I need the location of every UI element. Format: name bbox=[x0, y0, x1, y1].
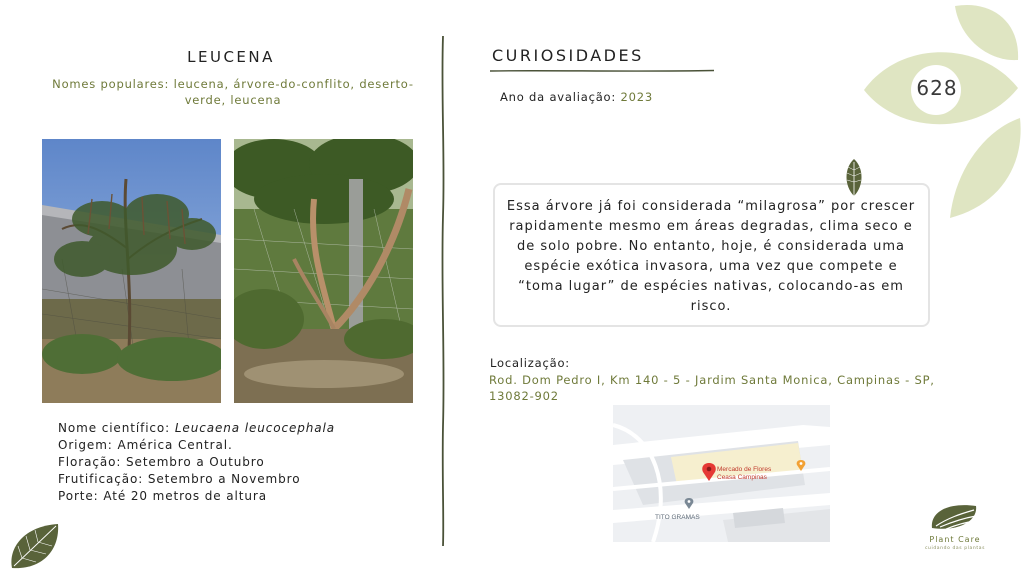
location-label: Localização: bbox=[490, 356, 570, 370]
curiosity-text: Essa árvore já foi considerada “milagrosa” por crescer rapidamente mesmo em áreas degradas, clima seco e de solo pobre. No entanto, hoje, é considerada uma espécie exótica invasora, uma vez que compete e “toma lugar” de espécies nativas, colocando-as em risco. bbox=[506, 199, 916, 314]
map-poi-name: TITO GRAMAS bbox=[655, 514, 700, 521]
popular-names: Nomes populares: leucena, árvore-do-conflito, deserto-verde, leucena bbox=[52, 77, 414, 107]
evaluation-label: Ano da avaliação: bbox=[500, 90, 621, 104]
brand-tagline: cuidando das plantas bbox=[924, 546, 986, 551]
curiosities-heading: CURIOSIDADES bbox=[492, 46, 644, 65]
scientific-name-row bbox=[58, 420, 335, 437]
plant-photo-tree bbox=[42, 139, 221, 403]
map-place-name: Mercado de Flores bbox=[717, 466, 772, 473]
evaluation-year-value: 2023 bbox=[620, 90, 653, 104]
brand-name: Plant Care bbox=[929, 535, 981, 544]
map-place-name-2: Ceasa Campinas bbox=[717, 474, 767, 481]
location-map[interactable] bbox=[613, 405, 830, 542]
evaluation-year bbox=[500, 90, 653, 104]
plant-number-badge: 628 bbox=[916, 76, 958, 100]
decorative-leaves bbox=[860, 0, 1024, 225]
location-address[interactable]: Rod. Dom Pedro I, Km 140 - 5 - Jardim Santa Monica, Campinas - SP, 13082-902 bbox=[489, 373, 935, 403]
size: Porte: Até 20 metros de altura bbox=[58, 489, 267, 503]
origin: Origem: América Central. bbox=[58, 438, 233, 452]
corner-leaf-icon bbox=[8, 520, 62, 572]
heading-underline bbox=[490, 68, 715, 74]
column-divider bbox=[440, 36, 446, 546]
plant-name: LEUCENA bbox=[187, 48, 275, 66]
plant-photo-trunk bbox=[234, 139, 413, 403]
scientific-name-value: Leucaena leucocephala bbox=[174, 421, 336, 435]
plant-facts bbox=[58, 420, 335, 505]
plant-care-logo-icon bbox=[920, 500, 990, 534]
scientific-name-label: Nome científico: bbox=[58, 421, 175, 435]
flowering: Floração: Setembro a Outubro bbox=[58, 455, 265, 469]
fruiting: Frutificação: Setembro a Novembro bbox=[58, 472, 301, 486]
